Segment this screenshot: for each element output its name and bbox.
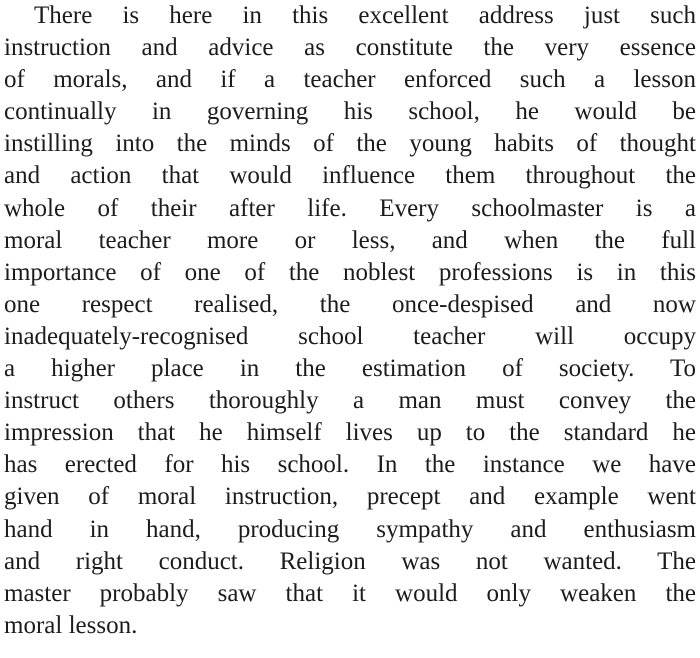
text-line: and right conduct. Religion was not wanted. The [4,547,696,575]
text-line: moral teacher more or less, and when the full [4,226,696,254]
text-line: impression that he himself lives up to the standard he [4,419,696,447]
text-line: instruct others thoroughly a man must convey the [4,387,696,415]
text-line: master probably saw that it would only weaken the [4,579,696,607]
text-line: and action that would influence them throughout the [4,162,696,190]
text-line: hand in hand, producing sympathy and enthusiasm [4,515,696,543]
text-line: instruction and advice as constitute the very essence [4,34,696,62]
text-line: one respect realised, the once-despised and now [4,290,696,318]
text-line: importance of one of the noblest professions is in this [4,258,696,286]
body-paragraph [4,0,696,642]
text-line: a higher place in the estimation of society. To [4,355,696,383]
text-line: of morals, and if a teacher enforced such a lesson [4,66,696,94]
text-line: There is here in this excellent address just such [34,2,696,29]
text-line: continually in governing his school, he would be [4,98,696,126]
text-line: inadequately-recognised school teacher will occupy [4,322,696,350]
text-line: instilling into the minds of the young habits of thought [4,130,696,158]
text-line: whole of their after life. Every schoolmaster is a [4,194,696,222]
text-line: given of moral instruction, precept and example went [4,483,696,511]
text-line: moral lesson. [4,611,138,639]
text-line: has erected for his school. In the instance we have [4,451,696,479]
